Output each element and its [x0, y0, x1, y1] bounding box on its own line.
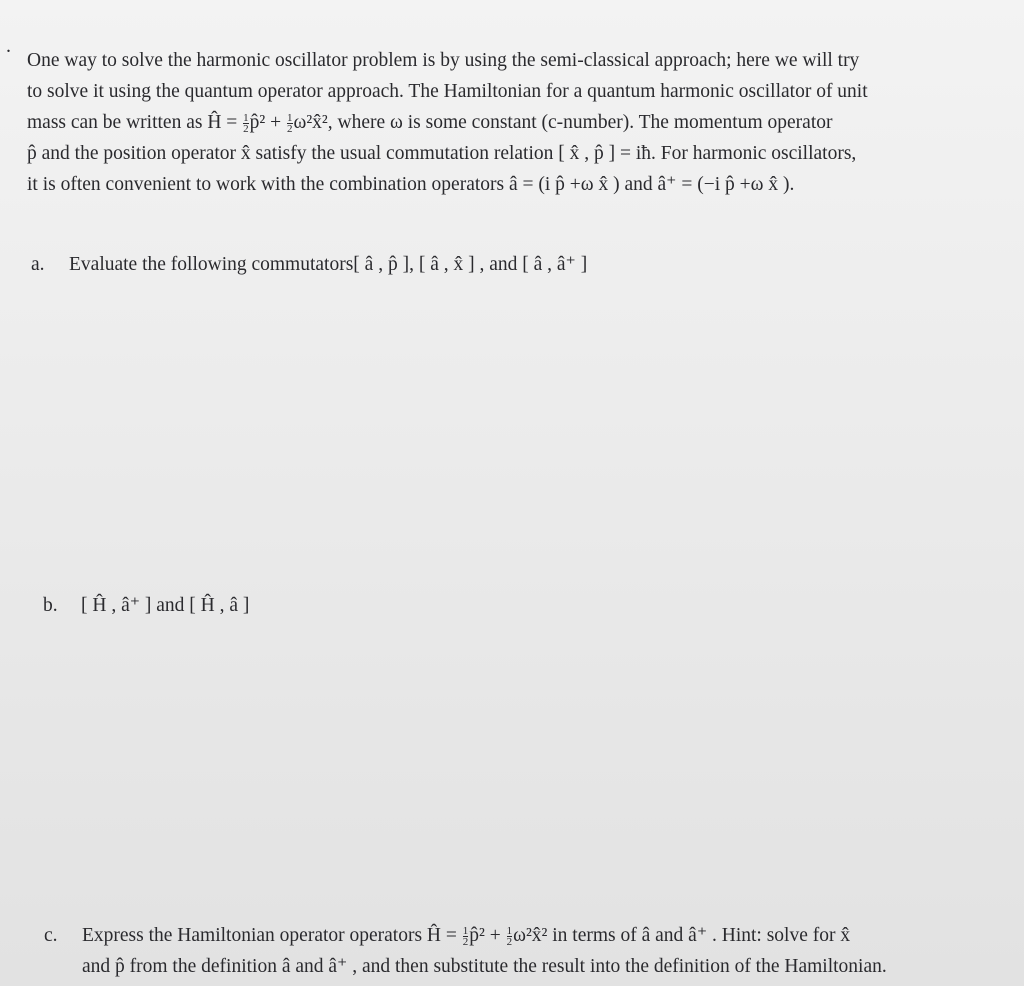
question-b-text: [ Ĥ , â⁺ ] and [ Ĥ , â ] [81, 595, 250, 616]
intro-paragraph [27, 45, 997, 200]
intro-line-2: to solve it using the quantum operator approach. The Hamiltonian for a quantum harmonic oscillator of unit [27, 81, 868, 102]
intro-line-3-a: mass can be written as Ĥ = [27, 112, 243, 133]
intro-line-4: p̂ and the position operator x̂ satisfy the usual commutation relation [ x̂ , p̂ ] = iħ. For harmonic oscillators, [27, 143, 857, 164]
question-a-label: a. [31, 254, 45, 275]
bullet-mark: . [6, 35, 11, 57]
intro-line-1: One way to solve the harmonic oscillator problem is by using the semi-classical approach; here we will try [27, 50, 860, 71]
question-c-text-a: Express the Hamiltonian operator operators Ĥ = [82, 925, 462, 946]
question-c-line-2: and p̂ from the definition â and â⁺ , and then substitute the result into the definition of the Hamiltonian. [82, 956, 887, 977]
question-c-text-c: ω²x̂² in terms of â and â⁺ . Hint: solve for x̂ [513, 925, 851, 946]
fraction-half: $\frac{1}{2}$ [243, 112, 249, 136]
fraction-half: $\frac{1}{2}$ [287, 112, 293, 136]
intro-line-3 [27, 107, 997, 138]
question-a [31, 249, 587, 280]
fraction-half: $\frac{1}{2}$ [462, 925, 469, 949]
fraction-half: $\frac{1}{2}$ [506, 925, 513, 949]
intro-line-3-b: p̂² + [249, 112, 286, 133]
question-a-text: Evaluate the following commutators[ â , p̂ ], [ â , x̂ ] , and [ â , â⁺ ] [69, 254, 588, 275]
intro-line-3-c: ω²x̂², where ω is some constant (c-number). The momentum operator [293, 112, 833, 133]
question-c-text-b: p̂² + [469, 925, 506, 946]
question-c [44, 920, 887, 982]
question-b-label: b. [43, 595, 58, 616]
question-b [43, 590, 249, 621]
question-c-label: c. [44, 925, 58, 946]
intro-line-5: it is often convenient to work with the combination operators â = (i p̂ +ω x̂ ) and â⁺ = (−i p̂ +ω x̂ ). [27, 174, 795, 195]
